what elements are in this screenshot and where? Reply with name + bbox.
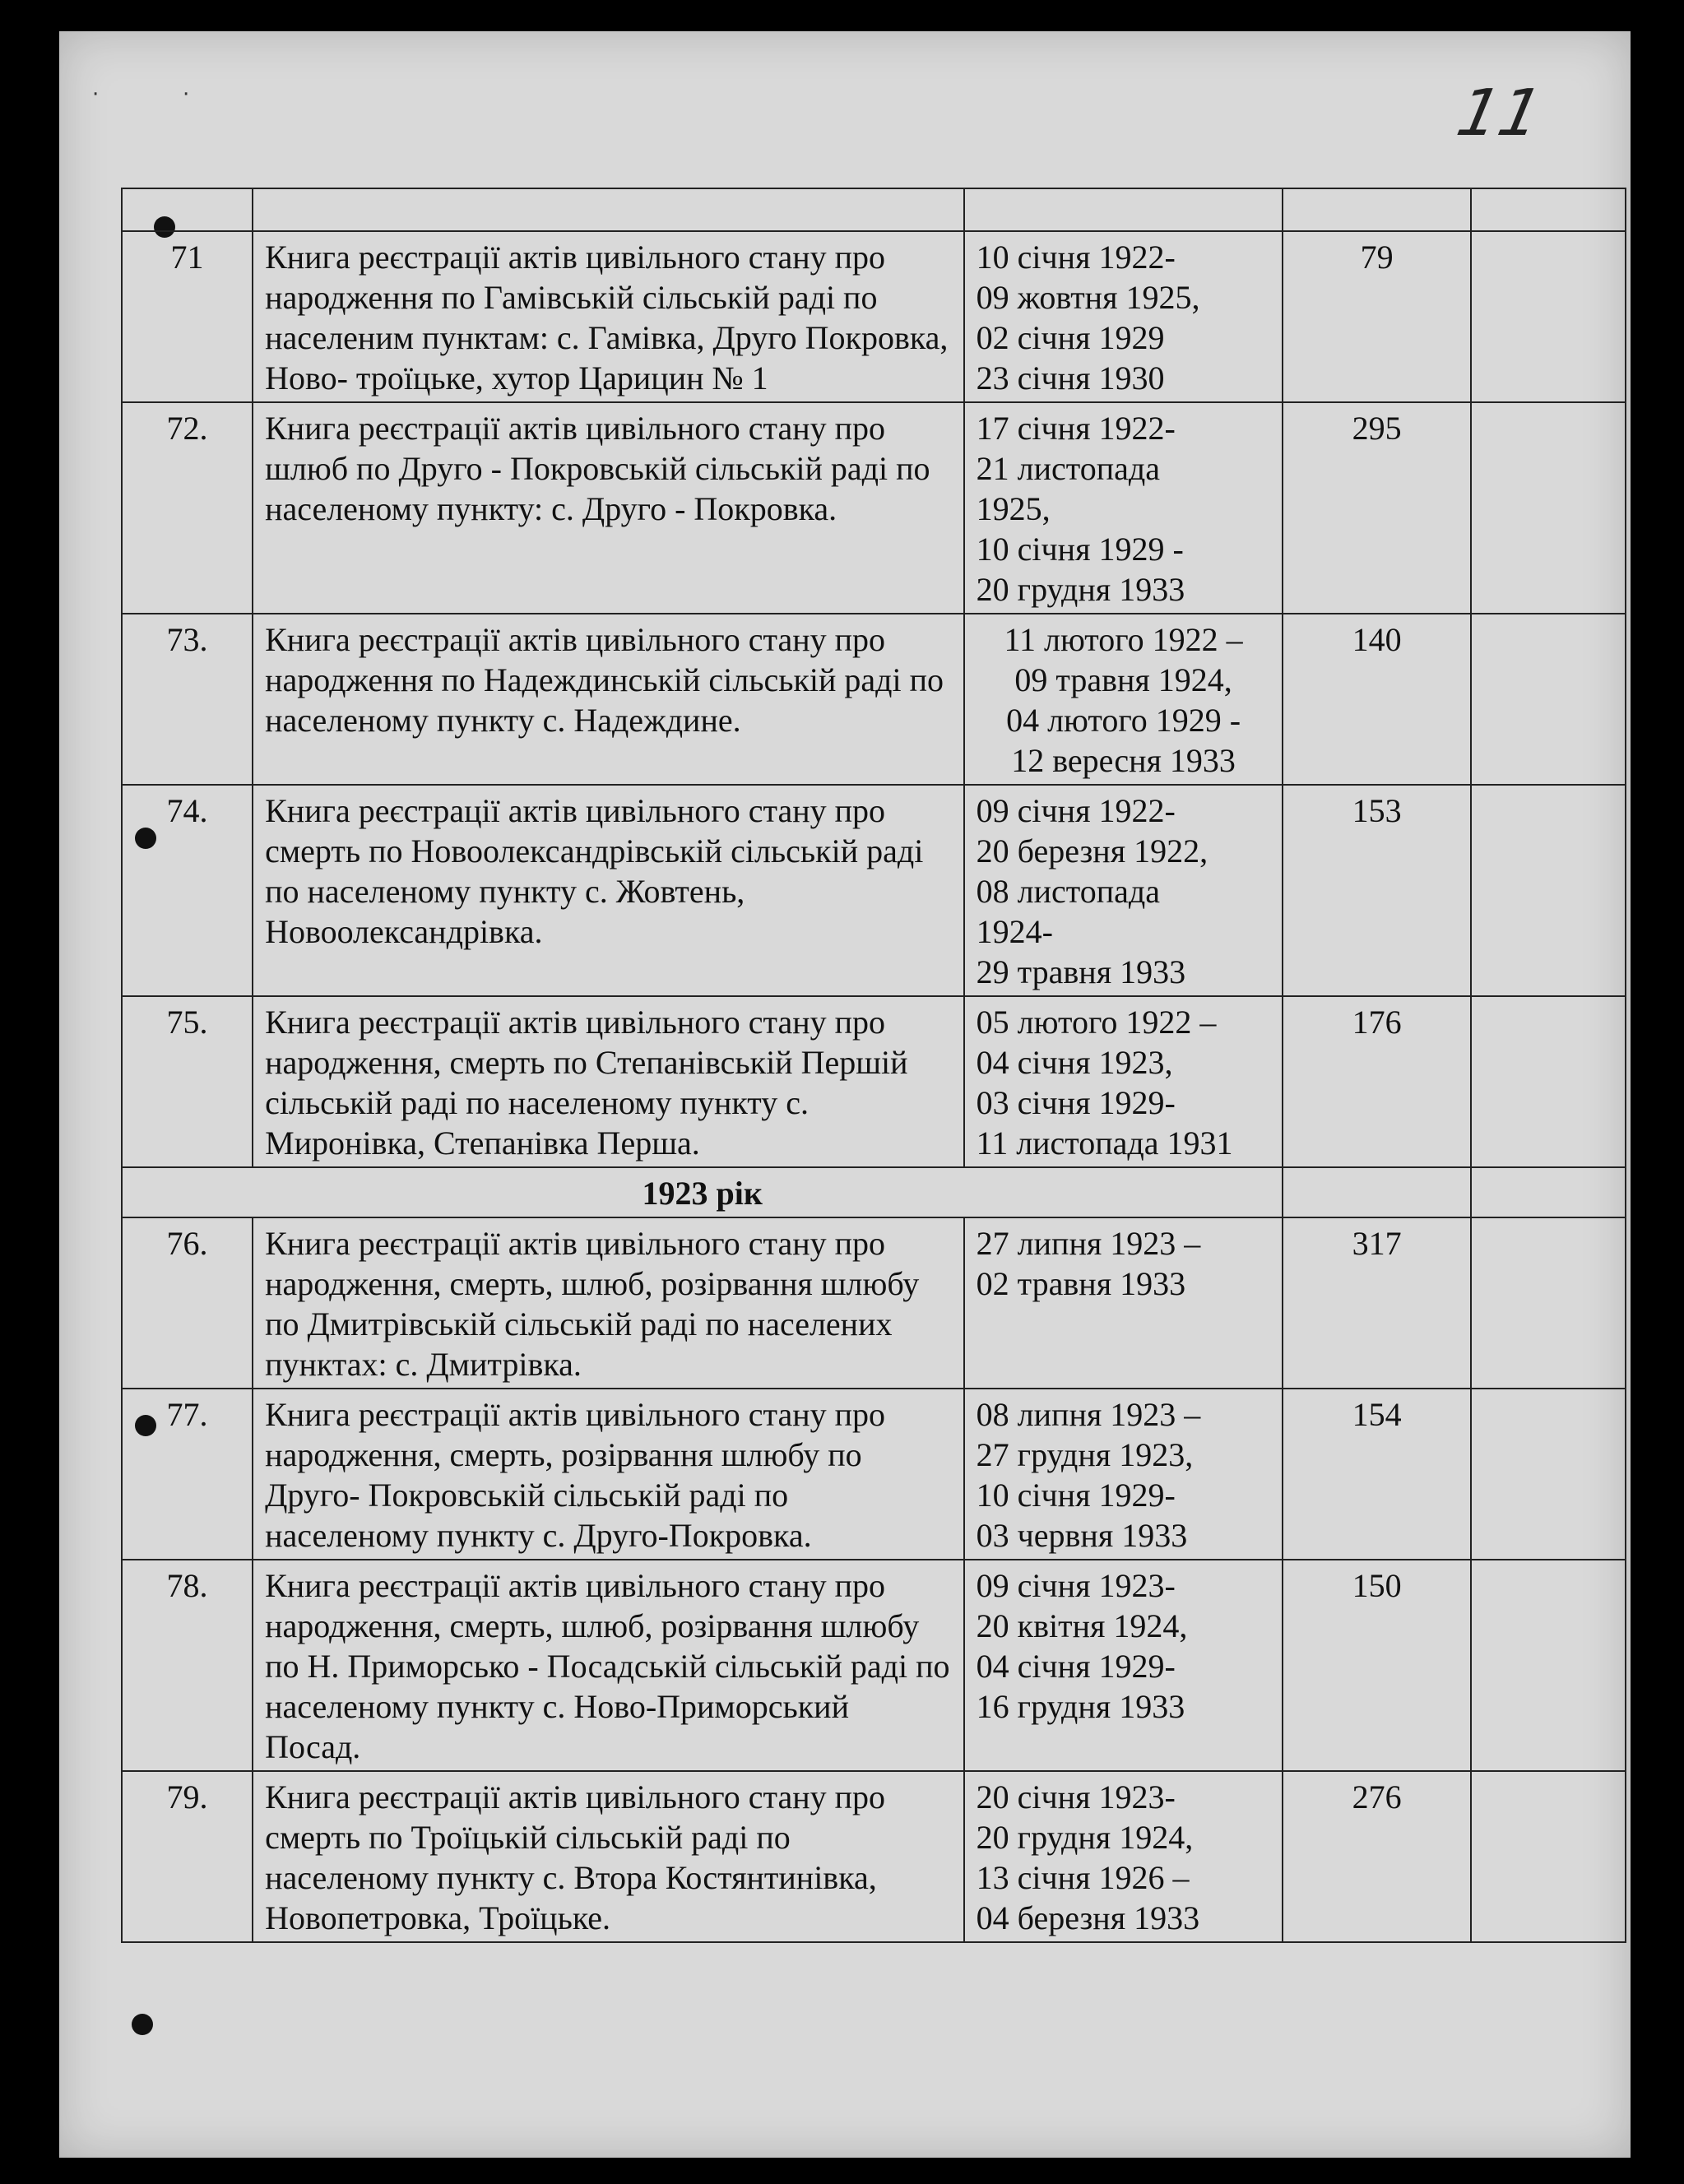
header-cell [1471,188,1626,231]
date-line: 02 травня 1933 [976,1265,1186,1302]
record-sheet-count: 317 [1283,1217,1470,1389]
record-title: Книга реєстрації актів цивільного стану про шлюб по Друго - Покровській сільській раді по населеному пункту: с. Друго - Покровка. [253,402,964,614]
date-line: 13 січня 1926 – [976,1859,1190,1896]
date-line: 05 лютого 1922 – [976,1004,1217,1041]
record-sheet-count: 150 [1283,1560,1470,1771]
record-note [1471,231,1626,402]
record-sheet-count: 140 [1283,614,1470,785]
date-line: 04 січня 1929- [976,1648,1176,1685]
record-dates [964,785,1283,996]
record-number: 77. [122,1389,253,1560]
record-dates [964,614,1283,785]
record-number: 76. [122,1217,253,1389]
table-row [122,1389,1626,1560]
record-sheet-count: 79 [1283,231,1470,402]
header-cell [122,188,253,231]
date-line: 27 грудня 1923, [976,1436,1194,1473]
record-title: Книга реєстрації актів цивільного стану про народження по Надеждинській сільській раді по населеному пункту с. Надеждине. [253,614,964,785]
record-number: 74. [122,785,253,996]
date-line: 10 січня 1929- [976,1477,1176,1514]
document-page [59,31,1631,2158]
record-dates [964,402,1283,614]
table-row [122,785,1626,996]
date-line: 29 травня 1933 [976,953,1186,990]
table-row [122,1217,1626,1389]
date-line: 08 листопада [976,873,1161,910]
table-row [122,614,1626,785]
date-line: 09 січня 1923- [976,1567,1176,1604]
date-line: 04 березня 1933 [976,1899,1200,1936]
record-title: Книга реєстрації актів цивільного стану про народження по Гамівській сільській раді по населеним пунктам: с. Гамівка, Друго Покровка, Ново- троїцьке, хутор Царицин № 1 [253,231,964,402]
table-row [122,231,1626,402]
record-note [1471,1771,1626,1942]
date-line: 09 травня 1924, [1014,661,1232,698]
date-line: 20 грудня 1924, [976,1819,1194,1856]
record-note [1471,1389,1626,1560]
record-number: 75. [122,996,253,1167]
record-number: 78. [122,1560,253,1771]
record-title: Книга реєстрації актів цивільного стану про народження, смерть, шлюб, розірвання шлюбу по Н. Приморсько - Посадській сільській раді по населеному пункту с. Ново-Приморський Посад. [253,1560,964,1771]
table-row [122,996,1626,1167]
records-1923 [122,1217,1626,1942]
record-note [1471,402,1626,614]
date-line: 11 листопада 1931 [976,1124,1233,1162]
year-heading: 1923 рік [122,1167,1283,1217]
year-row-empty [1471,1167,1626,1217]
date-line: 03 січня 1929- [976,1084,1176,1121]
header-cell [1283,188,1470,231]
record-dates [964,1560,1283,1771]
date-line: 02 січня 1929 [976,319,1165,356]
date-line: 1924- [976,913,1053,950]
record-note [1471,614,1626,785]
table-row [122,1560,1626,1771]
record-title: Книга реєстрації актів цивільного стану про народження, смерть по Степанівській Першій сільській раді по населеному пункту с. Миронівка, Степанівка Перша. [253,996,964,1167]
record-dates [964,1771,1283,1942]
date-line: 09 січня 1922- [976,792,1176,829]
date-line: 10 січня 1929 - [976,531,1184,568]
record-sheet-count: 153 [1283,785,1470,996]
date-line: 1925, [976,490,1051,527]
record-sheet-count: 176 [1283,996,1470,1167]
date-line: 20 квітня 1924, [976,1607,1188,1644]
date-line: 27 липня 1923 – [976,1225,1201,1262]
year-row [122,1167,1626,1217]
page-number: 11 [1450,77,1548,151]
record-dates [964,1389,1283,1560]
date-line: 23 січня 1930 [976,359,1165,396]
record-note [1471,785,1626,996]
date-line: 08 липня 1923 – [976,1396,1201,1433]
date-line: 11 лютого 1922 – [1004,621,1243,658]
record-dates [964,231,1283,402]
record-title: Книга реєстрації актів цивільного стану про народження, смерть, розірвання шлюбу по Друго- Покровській сільській раді по населеному пункту с. Друго-Покровка. [253,1389,964,1560]
record-dates [964,996,1283,1167]
record-number: 73. [122,614,253,785]
year-section [122,1167,1626,1217]
records-1922 [122,188,1626,1167]
header-cell [964,188,1283,231]
date-line: 10 січня 1922- [976,239,1176,276]
record-dates [964,1217,1283,1389]
scan-mark: · [92,82,100,107]
records-table [121,188,1626,1943]
punch-hole [132,2014,153,2035]
date-line: 12 вересня 1933 [1011,742,1236,779]
table-row [122,1771,1626,1942]
record-title: Книга реєстрації актів цивільного стану про народження, смерть, шлюб, розірвання шлюбу по Дмитрівській сільській раді по населених пунктах: с. Дмитрівка. [253,1217,964,1389]
date-line: 20 січня 1923- [976,1778,1176,1815]
record-number: 72. [122,402,253,614]
record-title: Книга реєстрації актів цивільного стану про смерть по Троїцькій сільській раді по населеному пункту с. Втора Костянтинівка, Новопетровка, Троїцьке. [253,1771,964,1942]
date-line: 20 березня 1922, [976,832,1208,869]
record-note [1471,1217,1626,1389]
record-note [1471,996,1626,1167]
record-sheet-count: 295 [1283,402,1470,614]
record-title: Книга реєстрації актів цивільного стану про смерть по Новоолександрівській сільській раді по населеному пункту с. Жовтень, Новоолександрівка. [253,785,964,996]
date-line: 04 січня 1923, [976,1044,1173,1081]
record-number: 79. [122,1771,253,1942]
header-cell [253,188,964,231]
year-row-empty [1283,1167,1470,1217]
header-row [122,188,1626,231]
date-line: 04 лютого 1929 - [1006,702,1241,739]
table-row [122,402,1626,614]
record-number: 71 [122,231,253,402]
record-note [1471,1560,1626,1771]
date-line: 09 жовтня 1925, [976,279,1200,316]
date-line: 17 січня 1922- [976,410,1176,447]
date-line: 21 листопада [976,450,1161,487]
date-line: 16 грудня 1933 [976,1688,1185,1725]
scan-mark: · [183,82,190,107]
record-sheet-count: 154 [1283,1389,1470,1560]
record-sheet-count: 276 [1283,1771,1470,1942]
date-line: 20 грудня 1933 [976,571,1185,608]
date-line: 03 червня 1933 [976,1517,1188,1554]
